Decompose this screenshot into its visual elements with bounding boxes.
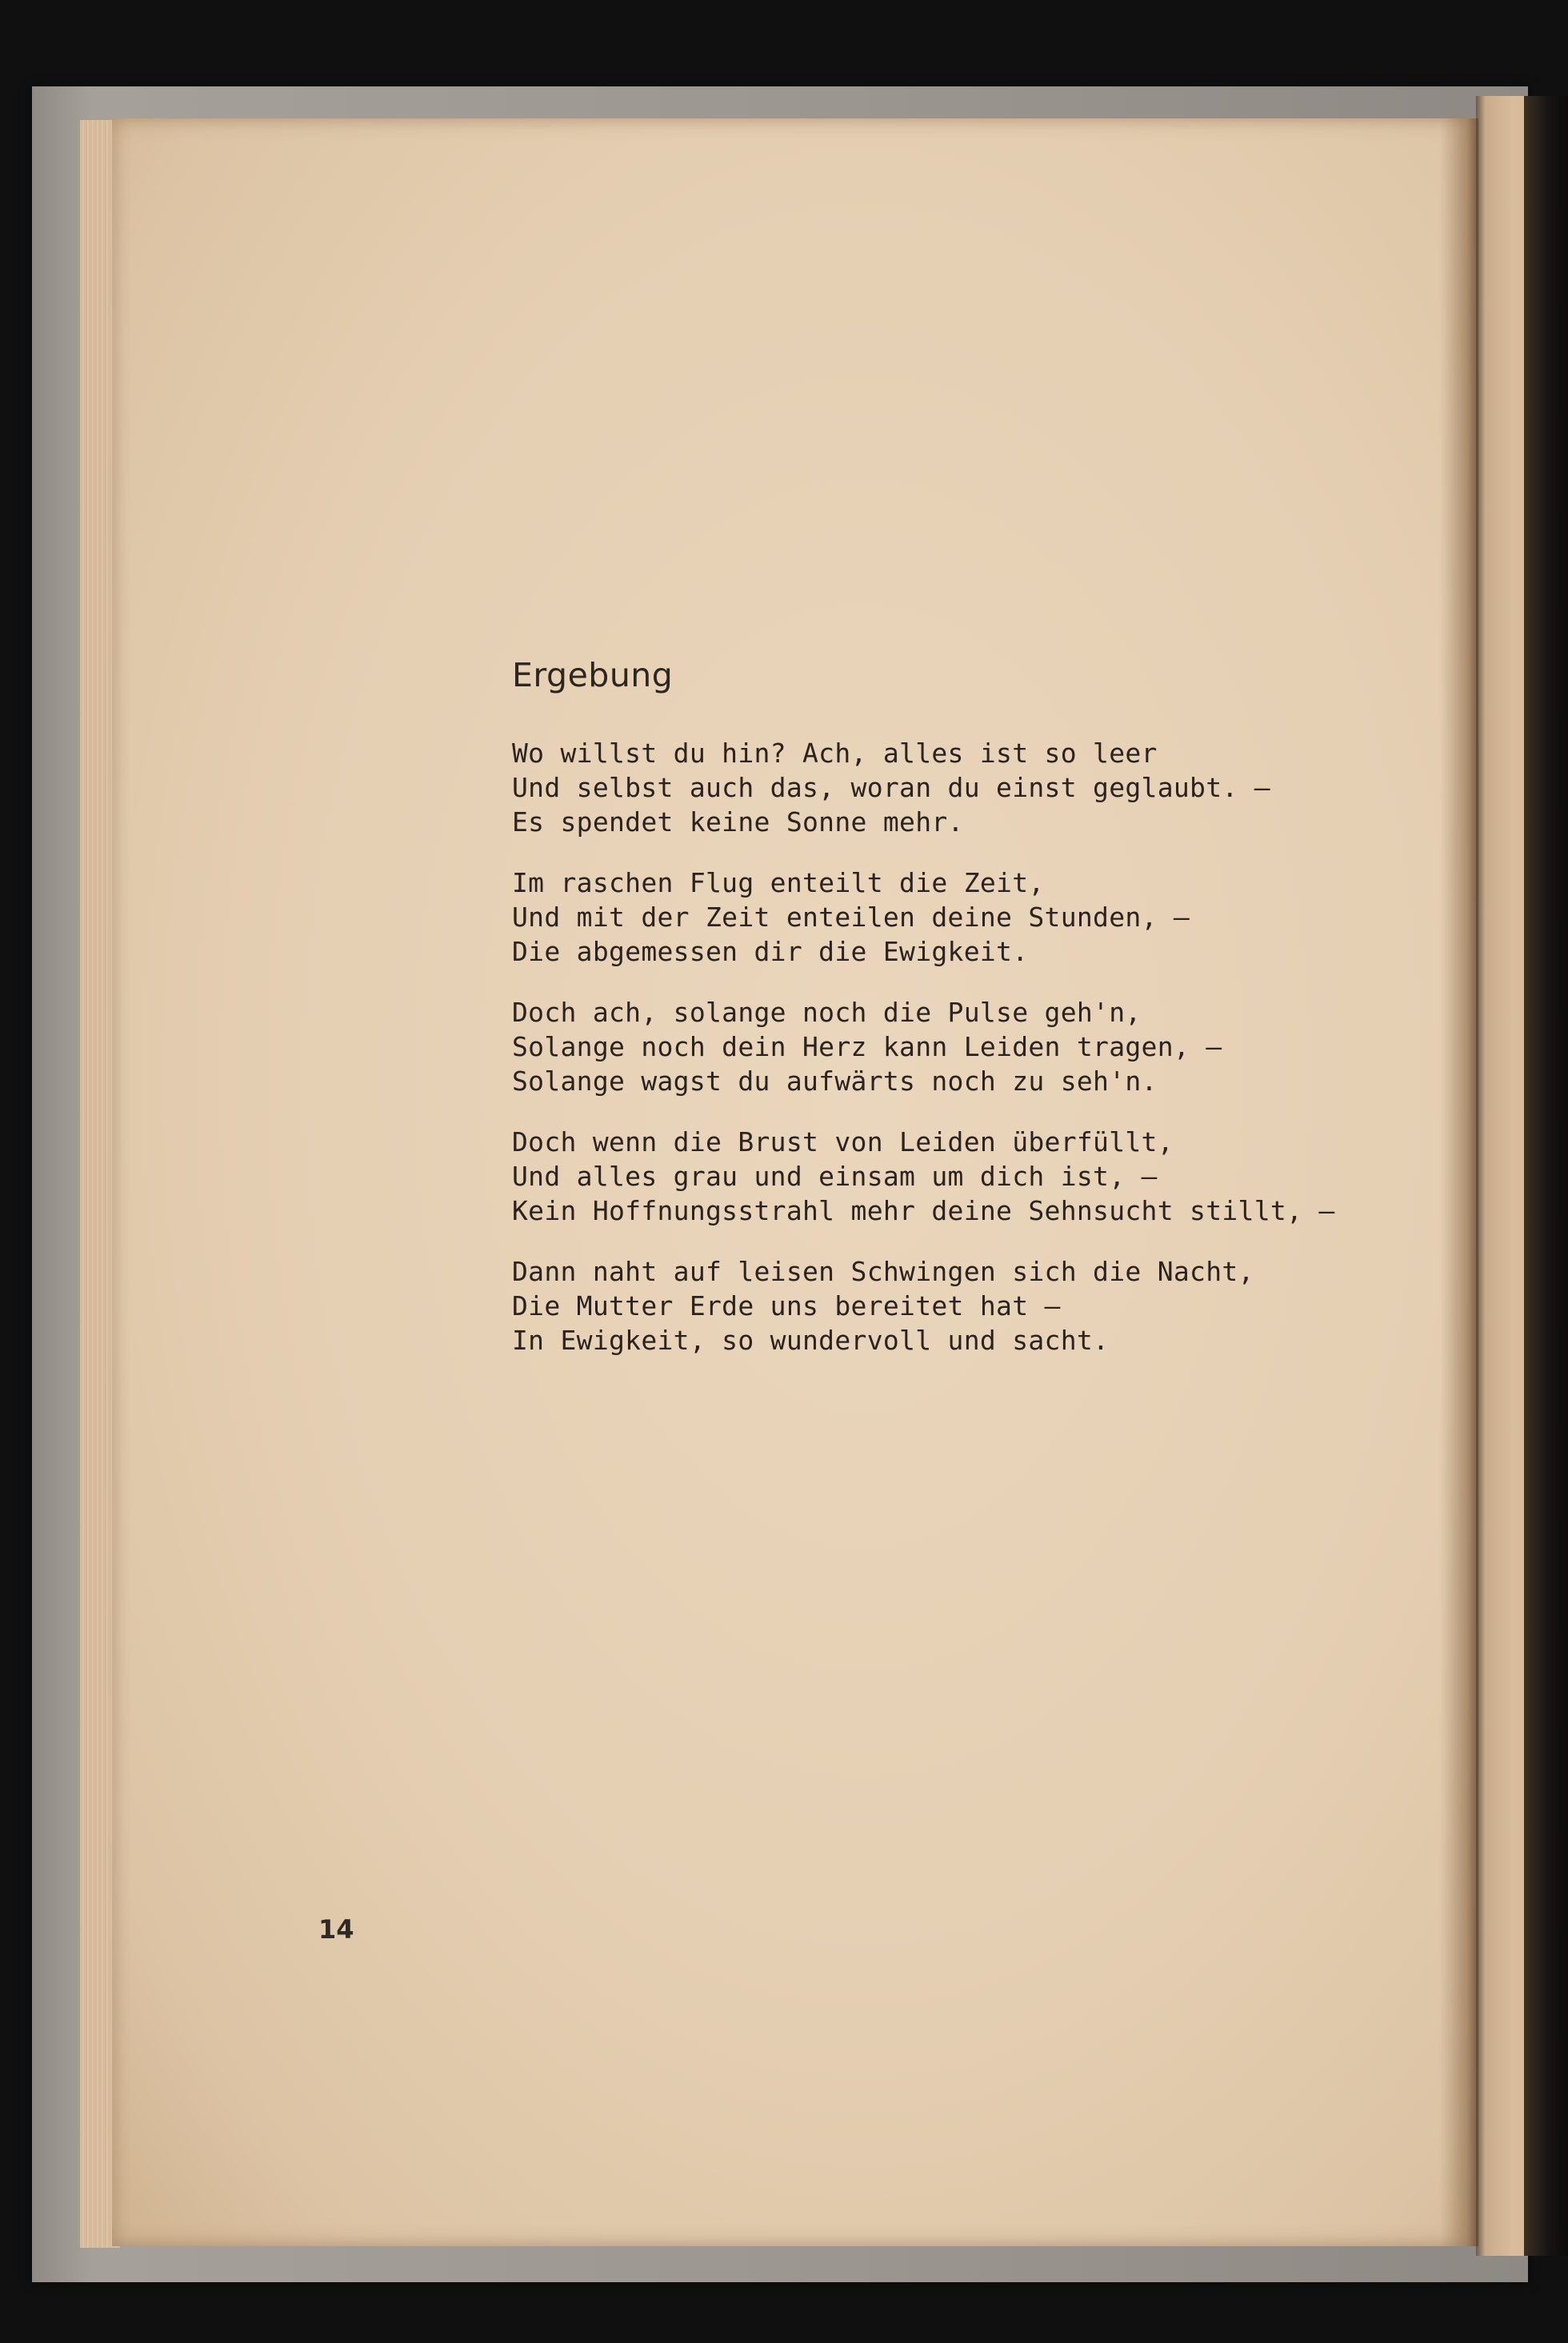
poem-line: Es spendet keine Sonne mehr. bbox=[512, 806, 964, 838]
stanza-5 bbox=[512, 1254, 1432, 1357]
poem-line: Die abgemessen dir die Ewigkeit. bbox=[512, 936, 1029, 967]
binding-shadow bbox=[1524, 96, 1568, 2256]
poem-title: Ergebung bbox=[512, 656, 674, 694]
poem-line: Dann naht auf leisen Schwingen sich die Nacht, bbox=[512, 1256, 1254, 1287]
poem-line: In Ewigkeit, so wundervoll und sacht. bbox=[512, 1325, 1110, 1356]
poem-line: Doch ach, solange noch die Pulse geh'n, bbox=[512, 997, 1142, 1028]
stanza-3 bbox=[512, 995, 1432, 1098]
poem-line: Wo willst du hin? Ach, alles ist so leer bbox=[512, 738, 1158, 769]
stanza-2 bbox=[512, 866, 1432, 969]
poem-line: Die Mutter Erde uns bereitet hat — bbox=[512, 1290, 1061, 1321]
poem-line: Und alles grau und einsam um dich ist, — bbox=[512, 1161, 1158, 1192]
poem-line: Und mit der Zeit enteilen deine Stunden, — bbox=[512, 902, 1190, 933]
poem-line: Kein Hoffnungsstrahl mehr deine Sehnsucht stillt, — bbox=[512, 1195, 1335, 1226]
stanza-4 bbox=[512, 1125, 1432, 1228]
stanza-1 bbox=[512, 736, 1432, 839]
poem-line: Und selbst auch das, woran du einst geglaubt. — bbox=[512, 772, 1270, 803]
poem bbox=[512, 656, 1432, 1384]
gutter-shadow bbox=[1440, 118, 1478, 2246]
poem-line: Solange noch dein Herz kann Leiden tragen, — bbox=[512, 1031, 1222, 1062]
poem-line: Doch wenn die Brust von Leiden überfüllt, bbox=[512, 1126, 1174, 1158]
poem-line: Solange wagst du aufwärts noch zu seh'n. bbox=[512, 1066, 1158, 1097]
page-number: 14 bbox=[318, 1914, 354, 1945]
poem-line: Im raschen Flug enteilt die Zeit, bbox=[512, 867, 1045, 898]
